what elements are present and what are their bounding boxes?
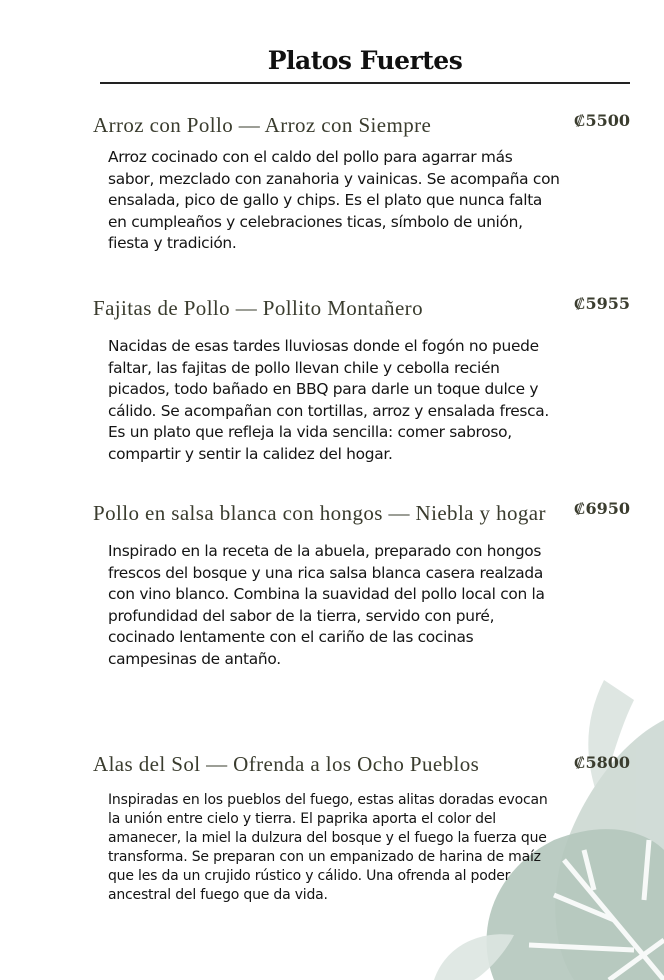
title-divider [100,82,630,84]
menu-item-title: Alas del Sol — Ofrenda a los Ocho Pueblos [93,752,480,776]
menu-item-price: ₡5800 [573,753,630,772]
menu-item-description: Inspirado en la receta de la abuela, preparado con hongos frescos del bosque y una rica salsa blanca casera realzada con vino blanco. Combina la suavidad del pollo local con la profundidad del sabor de la tierra, servido con puré, cocinado lentamente con el cariño de las cocinas campesinas de antaño. [108,542,545,668]
menu-item-fajitas-de-pollo [93,294,633,465]
menu-item-price: ₡5500 [573,111,630,130]
menu-item-title: Pollo en salsa blanca con hongos — Niebla y hogar [93,501,546,525]
menu-item-title: Arroz con Pollo — Arroz con Siempre [93,113,432,137]
menu-item-title: Fajitas de Pollo — Pollito Montañero [93,296,423,320]
menu-item-pollo-salsa-blanca [93,499,633,670]
menu-item-price: ₡6950 [573,499,630,518]
menu-item-arroz-con-pollo [93,111,633,255]
menu-item-alas-del-sol [93,750,633,905]
menu-item-description: Arroz cocinado con el caldo del pollo para agarrar más sabor, mezclado con zanahoria y vainicas. Se acompaña con ensalada, pico de gallo y chips. Es el plato que nunca falta en cumpleaños y celebraciones ticas, símbolo de unión, fiesta y tradición. [108,148,560,252]
menu-item-description: Inspiradas en los pueblos del fuego, estas alitas doradas evocan la unión entre cielo y tierra. El paprika aporta el color del amanecer, la miel la dulzura del bosque y el fuego la fuerza que transforma. Se preparan con un empanizado de harina de maíz que les da un crujido rústico y cálido. Una ofrenda al poder ancestral del fuego que da vida. [108,792,548,903]
page-title: Platos Fuertes [267,46,463,75]
menu-item-price: ₡5955 [573,294,630,313]
menu-item-description: Nacidas de esas tardes lluviosas donde el fogón no puede faltar, las fajitas de pollo llevan chile y cebolla recién picados, todo bañado en BBQ para darle un toque dulce y cálido. Se acompañan con tortillas, arroz y ensalada fresca. Es un plato que refleja la vida sencilla: comer sabroso, compartir y sentir la calidez del hogar. [108,337,550,463]
